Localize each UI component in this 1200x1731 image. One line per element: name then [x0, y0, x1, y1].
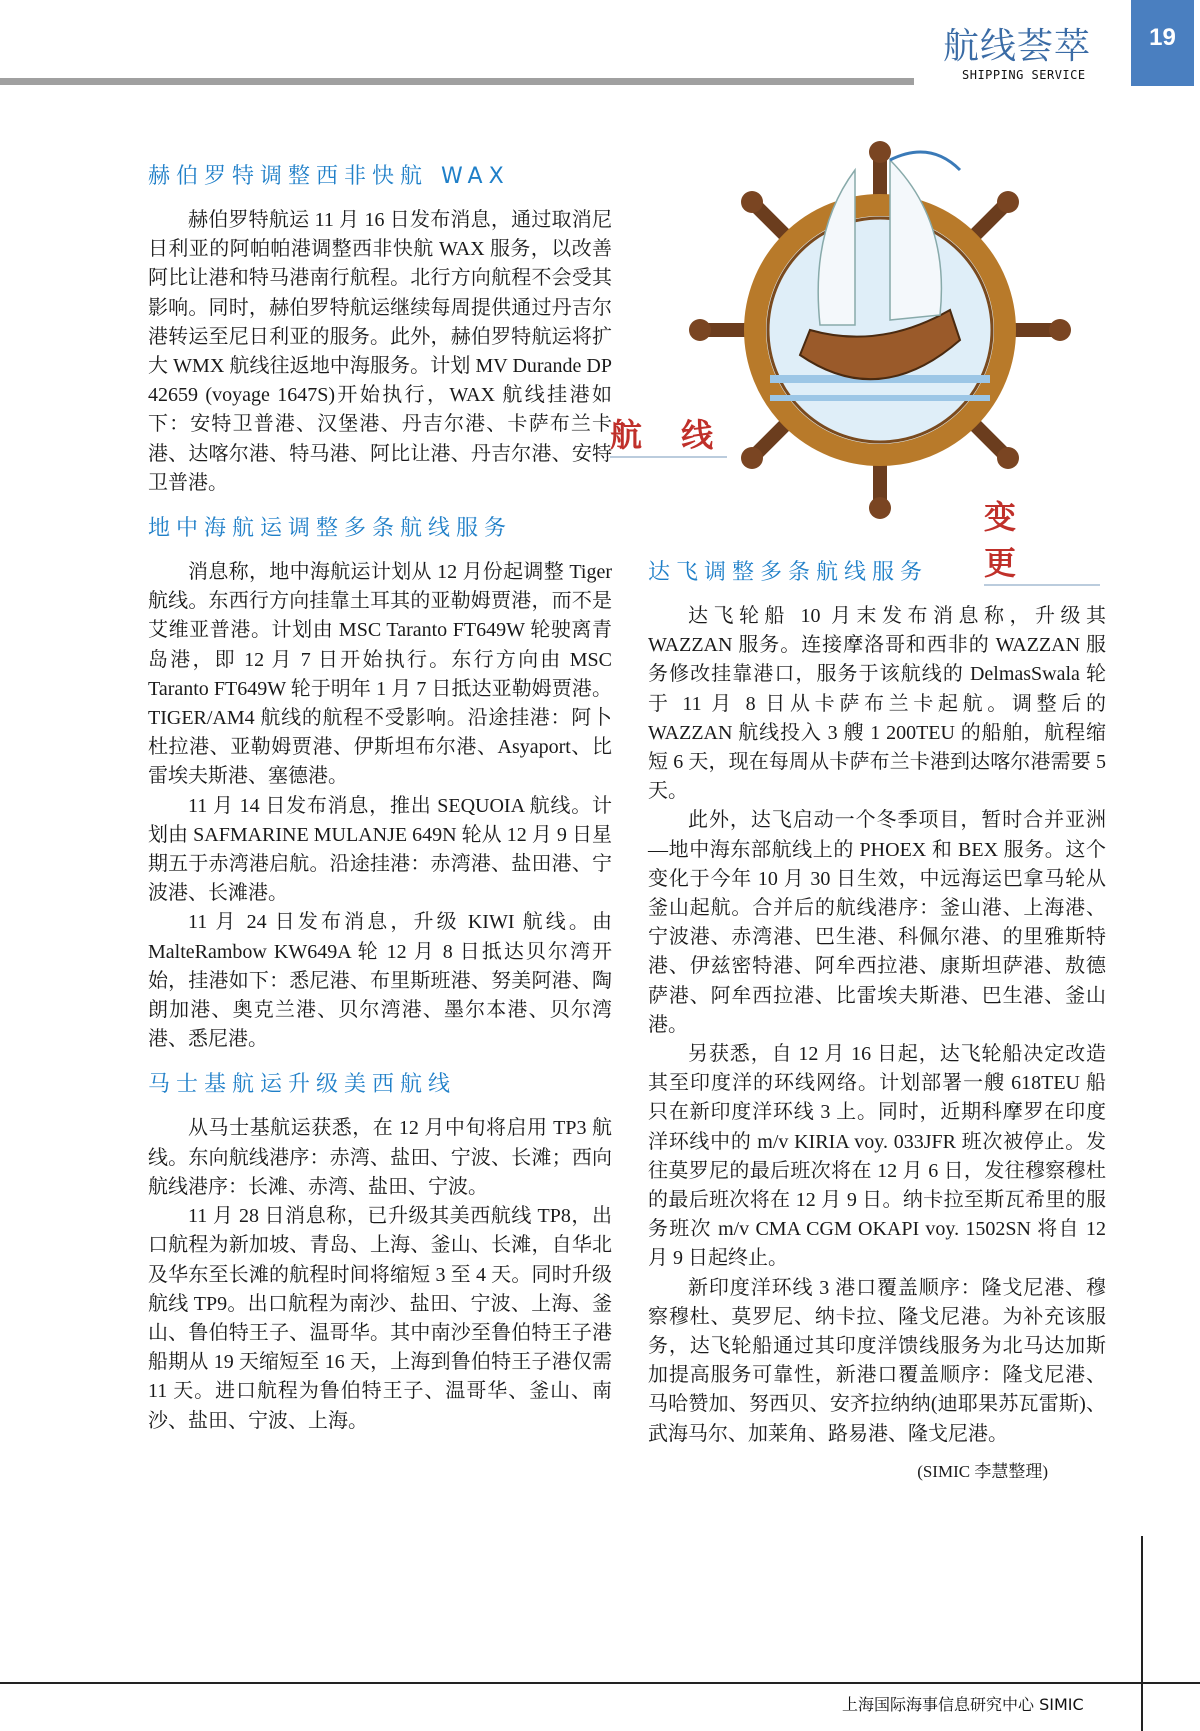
- article-cma-cgm: [648, 556, 1106, 1482]
- article-title: 地中海航运调整多条航线服务: [148, 516, 513, 542]
- article-maersk: [148, 1068, 612, 1435]
- article-msc: [148, 512, 612, 1054]
- header-rule: [0, 78, 914, 85]
- paragraph: 消息称，地中海航运计划从 12 月份起调整 Tiger 航线。东西行方向挂靠土耳其的亚勒姆贾港，而不是艾维亚普港。计划由 MSC Taranto FT649W 轮驶离青岛港，即 12 月 7 日开始执行。东行方向由 MSC Taranto FT649W 轮于明年 1 月 7 日抵达亚勒姆贾港。TIGER/AM4 航线的航程不受影响。沿途挂港：阿卜杜拉港、亚勒姆贾港、伊斯坦布尔港、Asyaport、比雷埃夫斯港、塞德港。: [148, 561, 612, 788]
- paragraph: 11 月 14 日发布消息，推出 SEQUOIA 航线。计划由 SAFMARINE MULANJE 649N 轮从 12 月 9 日星期五于赤湾港启航。沿途挂港：赤湾港、盐田港、宁波港、长滩港。: [148, 794, 612, 905]
- ship-wheel-icon: [660, 140, 1100, 540]
- article-title: 达飞调整多条航线服务: [648, 560, 929, 585]
- label-route: 航 线: [610, 410, 727, 458]
- article-title: 马士基航运升级美西航线: [148, 1072, 457, 1098]
- article-hapag-wax: [148, 160, 612, 498]
- paragraph: 11 月 28 日消息称，已升级其美西航线 TP8，出口航程为新加坡、青岛、上海、釜山、长滩，自华北及华东至长滩的航程时间将缩短 3 至 4 天。同时升级航线 TP9。出口航程为南沙、盐田、宁波、上海、釜山、鲁伯特王子、温哥华。其中南沙至鲁伯特王子港船期从 19 天缩短至 16 天，上海到鲁伯特王子港仅需 11 天。进口航程为鲁伯特王子、温哥华、釜山、南沙、盐田、宁波、上海。: [148, 1205, 612, 1432]
- left-column: [148, 160, 612, 1450]
- right-column: [648, 556, 1106, 1496]
- paragraph: 赫伯罗特航运 11 月 16 日发布消息，通过取消尼日利亚的阿帕帕港调整西非快航 WAX 服务，以改善阿比让港和特马港南行航程。北行方向航程不会受其影响。同时，赫伯罗特航运继续每周提供通过丹吉尔港转运至尼日利亚的服务。此外，赫伯罗特航运将扩大 WMX 航线往返地中海服务。计划 MV Durande DP 42659 (voyage 1647S)开始执行，WAX 航线挂港如下：安特卫普港、汉堡港、丹吉尔港、卡萨布兰卡港、达喀尔港、特马港、阿比让港、丹吉尔港、安特卫普港。: [148, 209, 612, 494]
- footer-vertical-rule: [1141, 1536, 1143, 1731]
- paragraph: 11 月 24 日发布消息，升级 KIWI 航线。由 MalteRambow KW649A 轮 12 月 8 日抵达贝尔湾开始，挂港如下：悉尼港、布里斯班港、努美阿港、陶朗加港、奥克兰港、贝尔湾港、墨尔本港、贝尔湾港、悉尼港。: [148, 911, 612, 1051]
- author-credit: (SIMIC 李慧整理): [917, 1461, 1048, 1481]
- paragraph: 达飞轮船 10 月末发布消息称，升级其 WAZZAN 服务。连接摩洛哥和西非的 WAZZAN 服务修改挂靠港口，服务于该航线的 DelmasSwala 轮于 11 月 8 日从卡萨布兰卡起航。调整后的 WAZZAN 航线投入 3 艘 1 200TEU 的船舶，航程缩短 6 天，现在每周从卡萨布兰卡港到达喀尔港需要 5 天。: [648, 605, 1106, 803]
- paragraph: 从马士基航运获悉，在 12 月中旬将启用 TP3 航线。东向航线港序：赤湾、盐田、宁波、长滩；西向航线港序：长滩、赤湾、盐田、宁波。: [148, 1117, 612, 1198]
- section-title: 航线荟萃: [943, 26, 1092, 67]
- paragraph: 此外，达飞启动一个冬季项目，暂时合并亚洲—地中海东部航线上的 PHOEX 和 BEX 服务。这个变化于今年 10 月 30 日生效，中远海运巴拿马轮从釜山起航。合并后的航线港序：釜山港、上海港、宁波港、赤湾港、巴生港、科佩尔港、的里雅斯特港、伊兹密特港、阿牟西拉港、康斯坦萨港、敖德萨港、阿牟西拉港、比雷埃夫斯港、巴生港、釜山港。: [648, 809, 1106, 1036]
- footer-rule: [0, 1682, 1200, 1684]
- paragraph: 另获悉，自 12 月 16 日起，达飞轮船决定改造其至印度洋的环线网络。计划部署一艘 618TEU 船只在新印度洋环线 3 上。同时，近期科摩罗在印度洋环线中的 m/v KIRIA voy. 033JFR 班次被停止。发往莫罗尼的最后班次将在 12 月 6 日，发往穆察穆杜的最后班次将在 12 月 9 日。纳卡拉至斯瓦希里的服务班次 m/v CMA CGM OKAPI voy. 1502SN 将自 12 月 9 日起终止。: [648, 1043, 1106, 1270]
- label-change: 变 更: [984, 492, 1100, 586]
- article-title: 赫伯罗特调整西非快航 WAX: [148, 164, 510, 189]
- section-subtitle: SHIPPING SERVICE: [962, 68, 1086, 82]
- page-number: 19: [1131, 0, 1194, 86]
- paragraph: 新印度洋环线 3 港口覆盖顺序：隆戈尼港、穆察穆杜、莫罗尼、纳卡拉、隆戈尼港。为补充该服务，达飞轮船通过其印度洋馈线服务为北马达加斯加提高服务可靠性，新港口覆盖顺序：隆戈尼港、马哈赞加、努西贝、安齐拉纳纳(迪耶果苏瓦雷斯)、武海马尔、加莱角、路易港、隆戈尼港。: [648, 1276, 1106, 1445]
- footer-text: 上海国际海事信息研究中心 SIMIC: [842, 1695, 1084, 1714]
